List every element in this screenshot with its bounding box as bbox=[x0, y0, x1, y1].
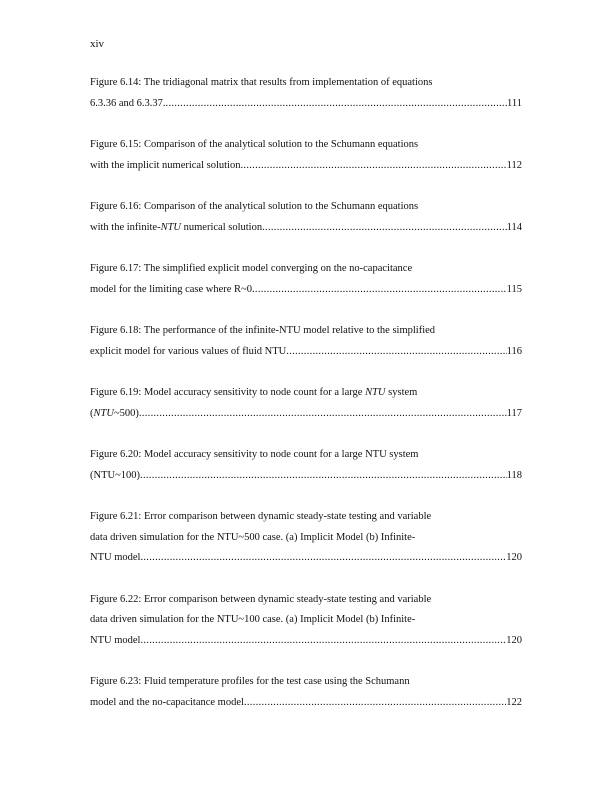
entry-text: Figure 6.17: The simplified explicit model converging on the no-capacitance bbox=[90, 263, 413, 274]
dot-leader bbox=[262, 218, 507, 239]
entry-text: Figure 6.14: The tridiagonal matrix that results from implementation of equations bbox=[90, 77, 433, 88]
entry-text: model for the limiting case where R~0 bbox=[90, 283, 252, 295]
entry-last-line bbox=[90, 404, 522, 425]
page-ref: 111 bbox=[507, 97, 522, 109]
toc-entry-6-19[interactable] bbox=[90, 383, 522, 424]
page-ref: 115 bbox=[506, 283, 522, 295]
toc-entry-6-16[interactable] bbox=[90, 197, 522, 238]
entry-last-line bbox=[90, 342, 522, 363]
page-ref: 120 bbox=[506, 634, 522, 646]
entry-last-line bbox=[90, 280, 522, 301]
entry-text: (NTU~100) bbox=[90, 469, 141, 481]
entry-text: with the implicit numerical solution bbox=[90, 159, 241, 171]
entry-text: Figure 6.16: Comparison of the analytical solution to the Schumann equations bbox=[90, 201, 419, 212]
toc-entry-6-18[interactable] bbox=[90, 321, 522, 362]
entry-text: NTU model bbox=[90, 634, 141, 646]
entry-last-line bbox=[90, 693, 522, 714]
toc-entry-6-23[interactable] bbox=[90, 672, 522, 713]
dot-leader bbox=[139, 404, 507, 425]
entry-text: Figure 6.21: Error comparison between dynamic steady-state testing and variable bbox=[90, 511, 432, 522]
entry-text: Figure 6.18: The performance of the infinite-NTU model relative to the simplified bbox=[90, 325, 436, 336]
page-ref: 116 bbox=[506, 345, 522, 357]
page-number: xiv bbox=[90, 38, 105, 50]
italic-ntu: NTU bbox=[365, 387, 386, 398]
dot-leader bbox=[252, 280, 507, 301]
entry-last-line bbox=[90, 156, 522, 177]
entry-text: Figure 6.15: Comparison of the analytical solution to the Schumann equations bbox=[90, 139, 419, 150]
entry-text: Figure 6.20: Model accuracy sensitivity to node count for a large NTU system bbox=[90, 449, 419, 460]
entry-text: Figure 6.19: Model accuracy sensitivity to node count for a large NTU system bbox=[90, 387, 418, 398]
dot-leader bbox=[240, 156, 506, 177]
toc-entry-6-20[interactable] bbox=[90, 445, 522, 486]
entry-text: 6.3.36 and 6.3.37. bbox=[90, 97, 166, 109]
toc-entry-6-15[interactable] bbox=[90, 135, 522, 176]
toc-entry-6-17[interactable] bbox=[90, 259, 522, 300]
dot-leader bbox=[244, 693, 506, 714]
entry-text: model and the no-capacitance model bbox=[90, 696, 244, 708]
entry-last-line bbox=[90, 631, 522, 652]
entry-text: Figure 6.22: Error comparison between dynamic steady-state testing and variable bbox=[90, 593, 432, 605]
toc-entry-6-21[interactable] bbox=[90, 507, 522, 569]
entry-last-line bbox=[90, 218, 522, 239]
italic-ntu: NTU bbox=[93, 407, 114, 419]
entry-last-line bbox=[90, 94, 522, 115]
page-ref: 114 bbox=[506, 221, 522, 233]
list-of-figures bbox=[90, 73, 522, 713]
italic-ntu: NTU bbox=[160, 221, 182, 233]
page-ref: 117 bbox=[506, 407, 522, 419]
entry-text: Figure 6.23: Fluid temperature profiles for the test case using the Schumann bbox=[90, 676, 410, 687]
entry-text: data driven simulation for the NTU~100 case. (a) Implicit Model (b) Infinite- bbox=[90, 614, 416, 625]
page-ref: 112 bbox=[506, 159, 522, 171]
page-ref: 120 bbox=[506, 552, 522, 563]
entry-text: NTU model bbox=[90, 552, 141, 563]
page-ref: 122 bbox=[506, 696, 522, 708]
toc-entry-6-14[interactable] bbox=[90, 73, 522, 114]
toc-entry-6-22[interactable] bbox=[90, 590, 522, 652]
entry-last-line bbox=[90, 466, 522, 487]
entry-text: with the infinite-NTU numerical solution bbox=[90, 221, 263, 233]
entry-text: (NTU~500) bbox=[90, 407, 139, 419]
dot-leader bbox=[140, 466, 507, 487]
entry-text: explicit model for various values of fluid NTU bbox=[90, 345, 287, 357]
dot-leader bbox=[166, 94, 507, 115]
page-ref: 118 bbox=[506, 469, 522, 481]
entry-text: data driven simulation for the NTU~500 case. (a) Implicit Model (b) Infinite- bbox=[90, 531, 416, 543]
entry-last-line bbox=[90, 548, 522, 569]
dot-leader bbox=[140, 548, 506, 569]
dot-leader bbox=[140, 631, 506, 652]
dot-leader bbox=[286, 342, 506, 363]
